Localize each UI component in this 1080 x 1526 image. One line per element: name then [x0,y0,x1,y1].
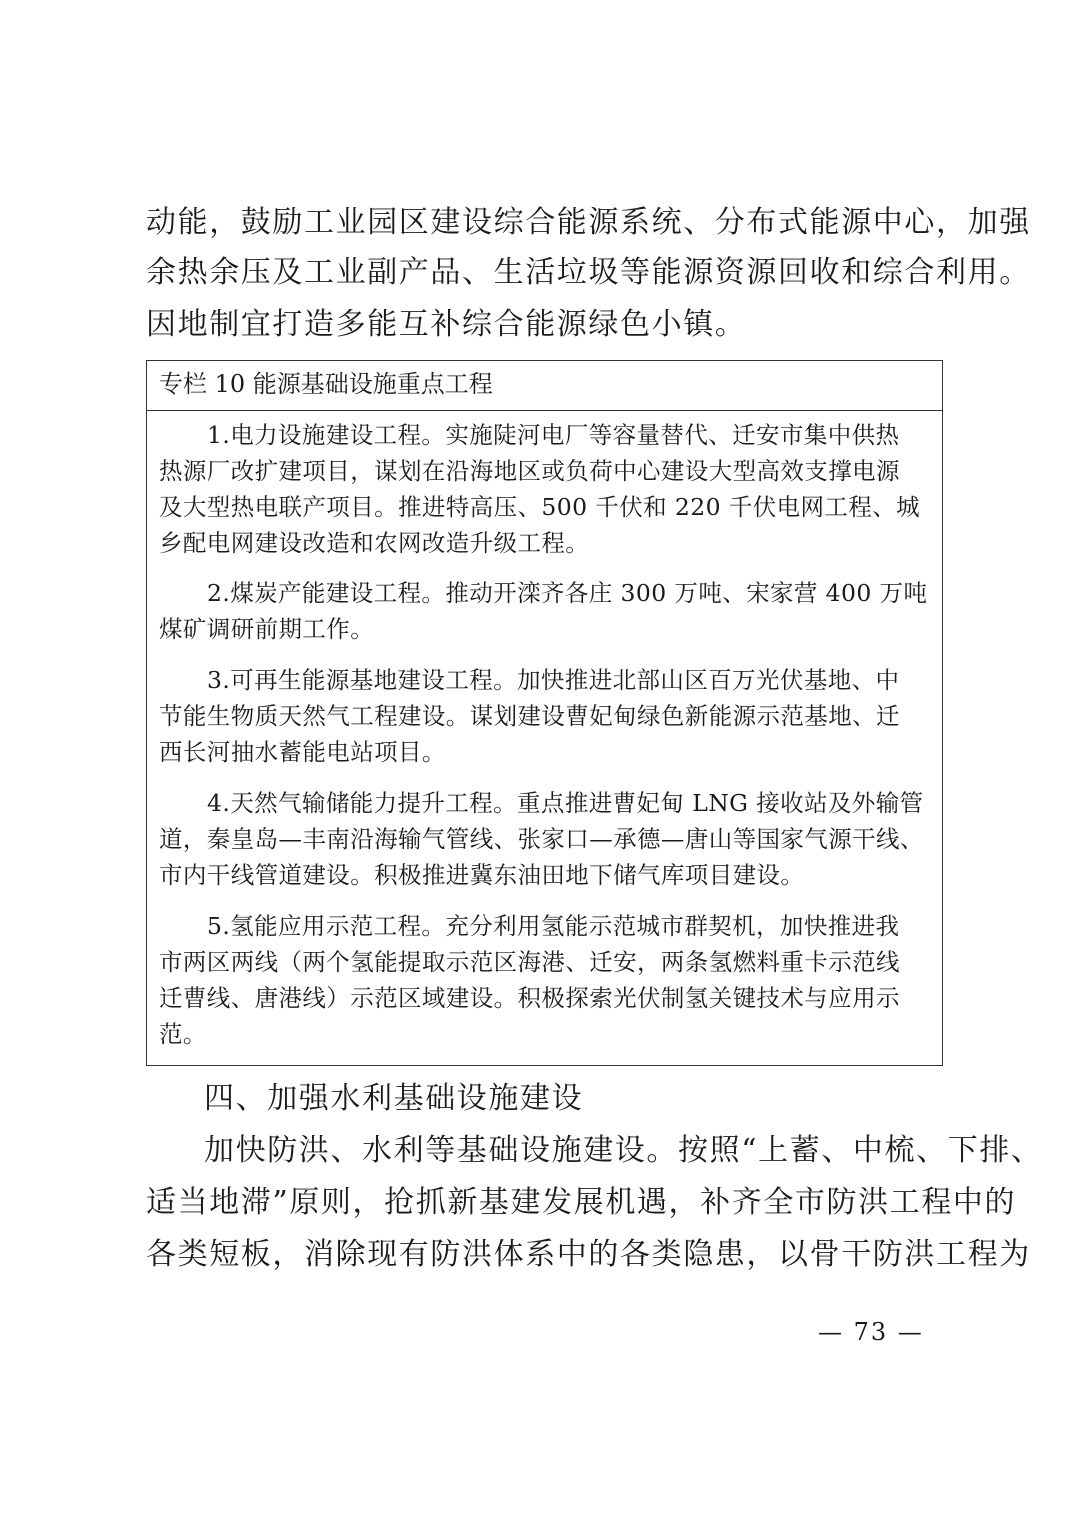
item-4-line: 4.天然气输储能力提升工程。重点推进曹妃甸 LNG 接收站及外输管 [207,789,924,817]
item-2-line: 煤矿调研前期工作。 [159,615,375,643]
item-5-line: 迁曹线、唐港线）示范区域建设。积极探索光伏制氢关键技术与应用示 [159,984,900,1012]
item-3-line: 西长河抽水蓄能电站项目。 [159,738,446,766]
item-4-line: 道，秦皇岛—丰南沿海输气管线、张家口—承德—唐山等国家气源干线、 [159,825,924,853]
item-5-line: 市两区两线（两个氢能提取示范区海港、迁安，两条氢燃料重卡示范线 [159,948,900,976]
item-2-line: 2.煤炭产能建设工程。推动开滦齐各庄 300 万吨、宋家营 400 万吨 [207,579,928,607]
item-1-line: 热源厂改扩建项目，谋划在沿海地区或负荷中心建设大型高效支撑电源 [159,457,900,485]
page-number: — 73 — [818,1318,924,1346]
body-line: 各类短板，消除现有防洪体系中的各类隐患，以骨干防洪工程为 [146,1237,1031,1272]
item-5-line: 范。 [159,1020,207,1048]
intro-line: 余热余压及工业副产品、生活垃圾等能源资源回收和综合利用。 [146,255,1031,290]
item-3-line: 节能生物质天然气工程建设。谋划建设曹妃甸绿色新能源示范基地、迁 [159,702,900,730]
box-title: 专栏 10 能源基础设施重点工程 [159,370,493,398]
item-1-line: 乡配电网建设改造和农网改造升级工程。 [159,529,590,557]
item-3-line: 3.可再生能源基地建设工程。加快推进北部山区百万光伏基地、中 [207,666,900,694]
body-line: 加快防洪、水利等基础设施建设。按照“上蓄、中梳、下排、 [204,1133,1043,1168]
box-header [147,361,942,411]
item-5-line: 5.氢能应用示范工程。充分利用氢能示范城市群契机，加快推进我 [207,912,900,940]
intro-line: 因地制宜打造多能互补综合能源绿色小镇。 [146,307,747,342]
item-4-line: 市内干线管道建设。积极推进冀东油田地下储气库项目建设。 [159,861,805,889]
feature-column-box [146,360,943,1066]
item-1-line: 及大型热电联产项目。推进特高压、500 千伏和 220 千伏电网工程、城 [159,493,921,521]
intro-line: 动能，鼓励工业园区建设综合能源系统、分布式能源中心，加强 [146,205,1031,240]
item-1-line: 1.电力设施建设工程。实施陡河电厂等容量替代、迁安市集中供热 [207,421,900,449]
body-line: 适当地滞”原则，抢抓新基建发展机遇，补齐全市防洪工程中的 [146,1185,1017,1220]
section-heading: 四、加强水利基础设施建设 [204,1081,584,1116]
